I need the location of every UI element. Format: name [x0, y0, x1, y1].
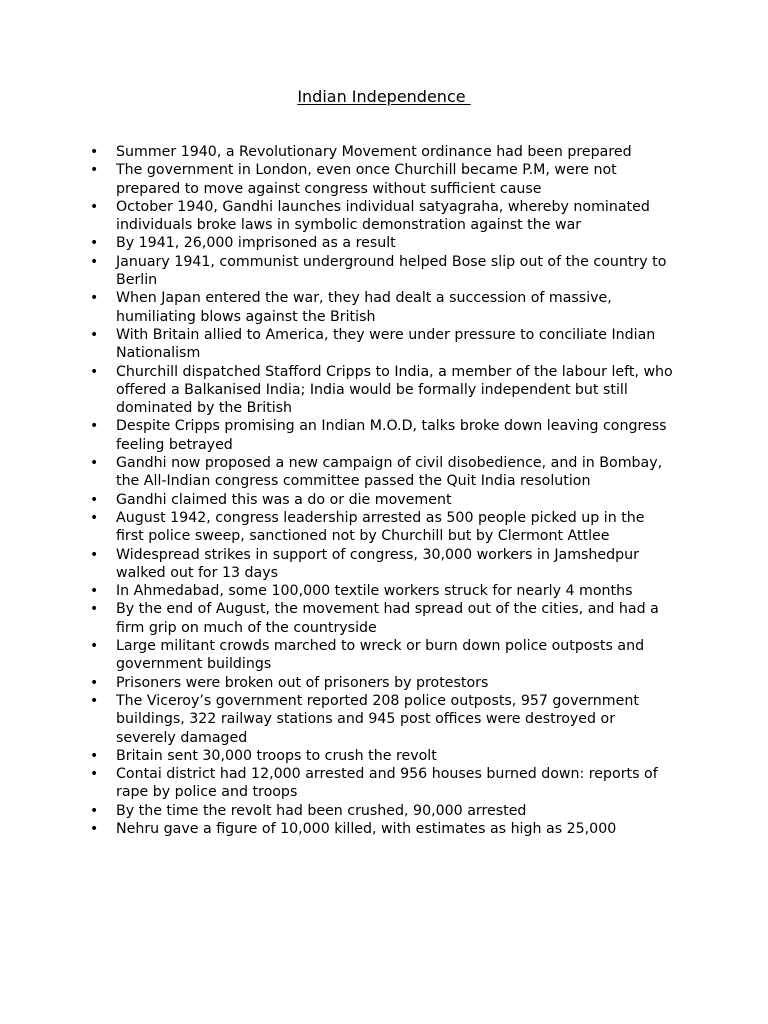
bullet-dot-icon: •: [90, 162, 99, 179]
list-item: [0, 637, 676, 674]
list-item: [0, 582, 676, 600]
list-item-text: Gandhi now proposed a new campaign of civil disobedience, and in Bombay, the All-Indian congress committee passed the Quit India resolution: [116, 455, 663, 490]
list-item-text: With Britain allied to America, they were under pressure to conciliate Indian Nationalism: [116, 326, 656, 362]
list-item-text: By the time the revolt had been crushed, 90,000 arrested: [116, 802, 527, 819]
list-item-text: The Viceroy’s government reported 208 police outposts, 957 government buildings, 322 railway stations and 945 post offices were destroyed or severely damaged: [116, 692, 639, 746]
list-item: [0, 802, 676, 820]
bullet-dot-icon: •: [90, 198, 99, 215]
list-item: [0, 198, 676, 235]
list-item-text: Gandhi claimed this was a do or die movement: [116, 491, 452, 508]
bullet-dot-icon: •: [90, 455, 99, 472]
bullet-dot-icon: •: [90, 820, 99, 837]
list-item-text: By 1941, 26,000 imprisoned as a result: [116, 235, 396, 252]
list-item-text: Contai district had 12,000 arrested and 956 houses burned down: reports of rape by police and troops: [116, 766, 658, 801]
bullet-dot-icon: •: [90, 766, 99, 783]
list-item: [0, 820, 676, 838]
bullet-dot-icon: •: [90, 674, 99, 691]
list-item-text: August 1942, congress leadership arrested as 500 people picked up in the first police sweep, sanctioned not by Churchill but by Clermont Attlee: [116, 509, 645, 545]
list-item-text: Despite Cripps promising an Indian M.O.D, talks broke down leaving congress feeling betrayed: [116, 418, 667, 453]
list-item-text: Britain sent 30,000 troops to crush the revolt: [116, 747, 437, 764]
bullet-dot-icon: •: [90, 583, 99, 600]
list-item: [0, 326, 676, 363]
list-item: [0, 289, 676, 326]
list-item: [0, 253, 676, 290]
list-item: [0, 234, 676, 252]
list-item-text: The government in London, even once Churchill became P.M, were not prepared to move against congress without sufficient cause: [116, 162, 617, 197]
bullet-dot-icon: •: [90, 326, 99, 343]
bullet-list: [0, 143, 768, 838]
bullet-dot-icon: •: [90, 546, 99, 563]
list-item: [0, 509, 676, 546]
list-item: [0, 546, 676, 583]
bullet-dot-icon: •: [90, 601, 99, 618]
list-item: [0, 363, 676, 418]
list-item-text: January 1941, communist underground helped Bose slip out of the country to Berlin: [116, 253, 667, 289]
bullet-dot-icon: •: [90, 802, 99, 819]
list-item: [0, 600, 676, 637]
list-item-text: October 1940, Gandhi launches individual satyagraha, whereby nominated individuals broke laws in symbolic demonstration against the war: [116, 198, 650, 234]
list-item: [0, 692, 676, 747]
bullet-dot-icon: •: [90, 290, 99, 307]
list-item-text: Large militant crowds marched to wreck or burn down police outposts and government buildings: [116, 638, 645, 673]
bullet-dot-icon: •: [90, 491, 99, 508]
bullet-dot-icon: •: [90, 638, 99, 655]
bullet-dot-icon: •: [90, 235, 99, 252]
list-item-text: Widespread strikes in support of congress, 30,000 workers in Jamshedpur walked out for 13 days: [116, 546, 639, 581]
list-item-text: By the end of August, the movement had spread out of the cities, and had a firm grip on much of the countryside: [116, 601, 659, 636]
bullet-dot-icon: •: [90, 509, 99, 526]
bullet-dot-icon: •: [90, 363, 99, 380]
list-item: [0, 491, 676, 509]
list-item-text: Summer 1940, a Revolutionary Movement ordinance had been prepared: [116, 144, 632, 160]
bullet-dot-icon: •: [90, 144, 99, 160]
list-item: [0, 161, 676, 198]
list-item-text: Nehru gave a figure of 10,000 killed, with estimates as high as 25,000: [116, 820, 617, 837]
list-item-text: When Japan entered the war, they had dealt a succession of massive, humiliating blows against the British: [116, 290, 612, 325]
list-item-text: Churchill dispatched Stafford Cripps to India, a member of the labour left, who offered a Balkanised India; India would be formally independent but still dominated by the British: [116, 363, 673, 417]
document-title: Indian Independence: [297, 87, 471, 106]
bullet-dot-icon: •: [90, 747, 99, 764]
list-item: [0, 143, 676, 161]
list-item-text: Prisoners were broken out of prisoners by protestors: [116, 674, 489, 691]
list-item: [0, 454, 676, 491]
list-item: [0, 417, 676, 454]
list-item-text: In Ahmedabad, some 100,000 textile workers struck for nearly 4 months: [116, 583, 633, 600]
bullet-dot-icon: •: [90, 253, 99, 270]
bullet-dot-icon: •: [90, 418, 99, 435]
list-item: [0, 674, 676, 692]
bullet-dot-icon: •: [90, 692, 99, 709]
list-item: [0, 765, 676, 802]
list-item: [0, 747, 676, 765]
